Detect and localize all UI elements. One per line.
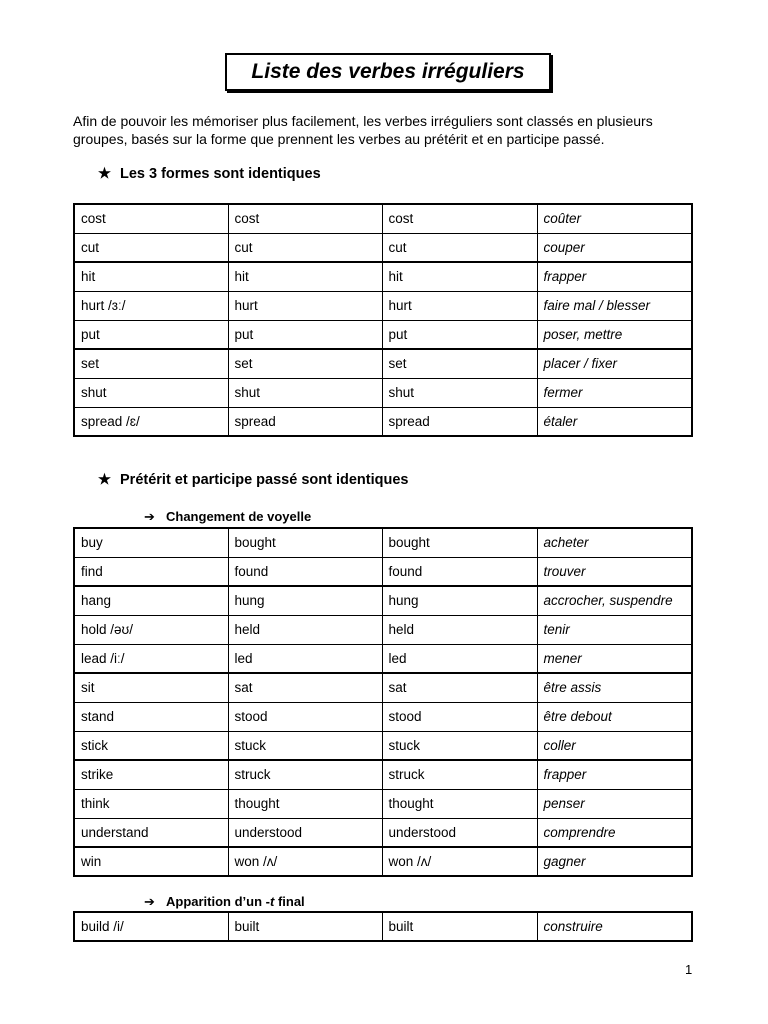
- section2-heading-text: Prétérit et participe passé sont identiques: [120, 472, 409, 488]
- preterit-cell: sat: [228, 673, 382, 702]
- translation-cell: construire: [537, 912, 692, 941]
- base-form-cell: set: [74, 349, 228, 378]
- base-form-cell: hold /əʊ/: [74, 615, 228, 644]
- table-row: [74, 760, 692, 789]
- base-form-cell: stick: [74, 731, 228, 760]
- table-row: [74, 378, 692, 407]
- preterit-cell: hit: [228, 262, 382, 291]
- table-row: [74, 204, 692, 233]
- preterit-cell: set: [228, 349, 382, 378]
- table-row: [74, 233, 692, 262]
- translation-cell: comprendre: [537, 818, 692, 847]
- translation-cell: coûter: [537, 204, 692, 233]
- preterit-cell: built: [228, 912, 382, 941]
- section1-heading-text: Les 3 formes sont identiques: [120, 166, 321, 182]
- base-form-cell: buy: [74, 528, 228, 557]
- base-form-cell: spread /ɛ/: [74, 407, 228, 436]
- table-vowel-change: [73, 527, 693, 877]
- preterit-cell: understood: [228, 818, 382, 847]
- past-participle-cell: cost: [382, 204, 537, 233]
- table-row: [74, 731, 692, 760]
- base-form-cell: put: [74, 320, 228, 349]
- table-row: [74, 407, 692, 436]
- preterit-cell: thought: [228, 789, 382, 818]
- past-participle-cell: won /ʌ/: [382, 847, 537, 876]
- star-icon: ★: [98, 166, 111, 182]
- preterit-cell: won /ʌ/: [228, 847, 382, 876]
- translation-cell: trouver: [537, 557, 692, 586]
- translation-cell: faire mal / blesser: [537, 291, 692, 320]
- translation-cell: frapper: [537, 262, 692, 291]
- past-participle-cell: understood: [382, 818, 537, 847]
- table-identical-forms: [73, 203, 693, 437]
- past-participle-cell: hurt: [382, 291, 537, 320]
- table-row: [74, 702, 692, 731]
- table-row: [74, 789, 692, 818]
- arrow-right-icon: ➔: [144, 509, 155, 524]
- preterit-cell: spread: [228, 407, 382, 436]
- table-row: [74, 586, 692, 615]
- translation-cell: mener: [537, 644, 692, 673]
- past-participle-cell: cut: [382, 233, 537, 262]
- preterit-cell: held: [228, 615, 382, 644]
- preterit-cell: put: [228, 320, 382, 349]
- translation-cell: penser: [537, 789, 692, 818]
- translation-cell: gagner: [537, 847, 692, 876]
- section2-heading: [98, 472, 408, 488]
- past-participle-cell: sat: [382, 673, 537, 702]
- table-row: [74, 262, 692, 291]
- translation-cell: poser, mettre: [537, 320, 692, 349]
- base-form-cell: understand: [74, 818, 228, 847]
- intro-paragraph: Afin de pouvoir les mémoriser plus facilement, les verbes irréguliers sont classés en plusieurs groupes, basés sur la forme que prennent les verbes au prétérit et en participe passé.: [73, 113, 653, 147]
- preterit-cell: cost: [228, 204, 382, 233]
- translation-cell: placer / fixer: [537, 349, 692, 378]
- translation-cell: couper: [537, 233, 692, 262]
- past-participle-cell: hit: [382, 262, 537, 291]
- past-participle-cell: held: [382, 615, 537, 644]
- subsection-final-t-heading: [144, 894, 305, 910]
- base-form-cell: hang: [74, 586, 228, 615]
- section1-heading: [98, 166, 321, 182]
- subsection-final-t-letter: t: [269, 894, 275, 909]
- base-form-cell: think: [74, 789, 228, 818]
- table-row: [74, 291, 692, 320]
- past-participle-cell: stuck: [382, 731, 537, 760]
- base-form-cell: win: [74, 847, 228, 876]
- base-form-cell: build /i/: [74, 912, 228, 941]
- table-row: [74, 847, 692, 876]
- subsection-final-t-text-suffix: final: [274, 894, 305, 909]
- preterit-cell: shut: [228, 378, 382, 407]
- past-participle-cell: put: [382, 320, 537, 349]
- table-row: [74, 912, 692, 941]
- subsection-final-t-text-prefix: Apparition d’un -: [166, 894, 270, 909]
- preterit-cell: struck: [228, 760, 382, 789]
- past-participle-cell: stood: [382, 702, 537, 731]
- star-icon: ★: [98, 472, 111, 488]
- preterit-cell: stood: [228, 702, 382, 731]
- translation-cell: acheter: [537, 528, 692, 557]
- translation-cell: étaler: [537, 407, 692, 436]
- subsection-vowel-change-text: Changement de voyelle: [166, 509, 312, 524]
- past-participle-cell: bought: [382, 528, 537, 557]
- preterit-cell: found: [228, 557, 382, 586]
- arrow-right-icon: ➔: [144, 894, 155, 909]
- table-final-t: [73, 911, 693, 942]
- subsection-vowel-change-heading: [144, 509, 311, 525]
- past-participle-cell: set: [382, 349, 537, 378]
- translation-cell: tenir: [537, 615, 692, 644]
- preterit-cell: cut: [228, 233, 382, 262]
- past-participle-cell: thought: [382, 789, 537, 818]
- page-title: Liste des verbes irréguliers: [251, 60, 525, 83]
- base-form-cell: sit: [74, 673, 228, 702]
- past-participle-cell: found: [382, 557, 537, 586]
- table-row: [74, 615, 692, 644]
- base-form-cell: lead /iː/: [74, 644, 228, 673]
- preterit-cell: led: [228, 644, 382, 673]
- table-row: [74, 349, 692, 378]
- table-row: [74, 320, 692, 349]
- table-row: [74, 644, 692, 673]
- translation-cell: frapper: [537, 760, 692, 789]
- translation-cell: être assis: [537, 673, 692, 702]
- translation-cell: accrocher, suspendre: [537, 586, 692, 615]
- preterit-cell: hung: [228, 586, 382, 615]
- past-participle-cell: spread: [382, 407, 537, 436]
- base-form-cell: shut: [74, 378, 228, 407]
- translation-cell: coller: [537, 731, 692, 760]
- table-row: [74, 673, 692, 702]
- base-form-cell: strike: [74, 760, 228, 789]
- title-box: [225, 53, 551, 91]
- translation-cell: fermer: [537, 378, 692, 407]
- table-row: [74, 528, 692, 557]
- table-row: [74, 557, 692, 586]
- past-participle-cell: led: [382, 644, 537, 673]
- page-number: 1: [685, 962, 693, 977]
- past-participle-cell: built: [382, 912, 537, 941]
- base-form-cell: cut: [74, 233, 228, 262]
- past-participle-cell: shut: [382, 378, 537, 407]
- preterit-cell: stuck: [228, 731, 382, 760]
- past-participle-cell: struck: [382, 760, 537, 789]
- base-form-cell: cost: [74, 204, 228, 233]
- translation-cell: être debout: [537, 702, 692, 731]
- base-form-cell: find: [74, 557, 228, 586]
- preterit-cell: hurt: [228, 291, 382, 320]
- preterit-cell: bought: [228, 528, 382, 557]
- past-participle-cell: hung: [382, 586, 537, 615]
- base-form-cell: hurt /ɜː/: [74, 291, 228, 320]
- table-row: [74, 818, 692, 847]
- base-form-cell: hit: [74, 262, 228, 291]
- base-form-cell: stand: [74, 702, 228, 731]
